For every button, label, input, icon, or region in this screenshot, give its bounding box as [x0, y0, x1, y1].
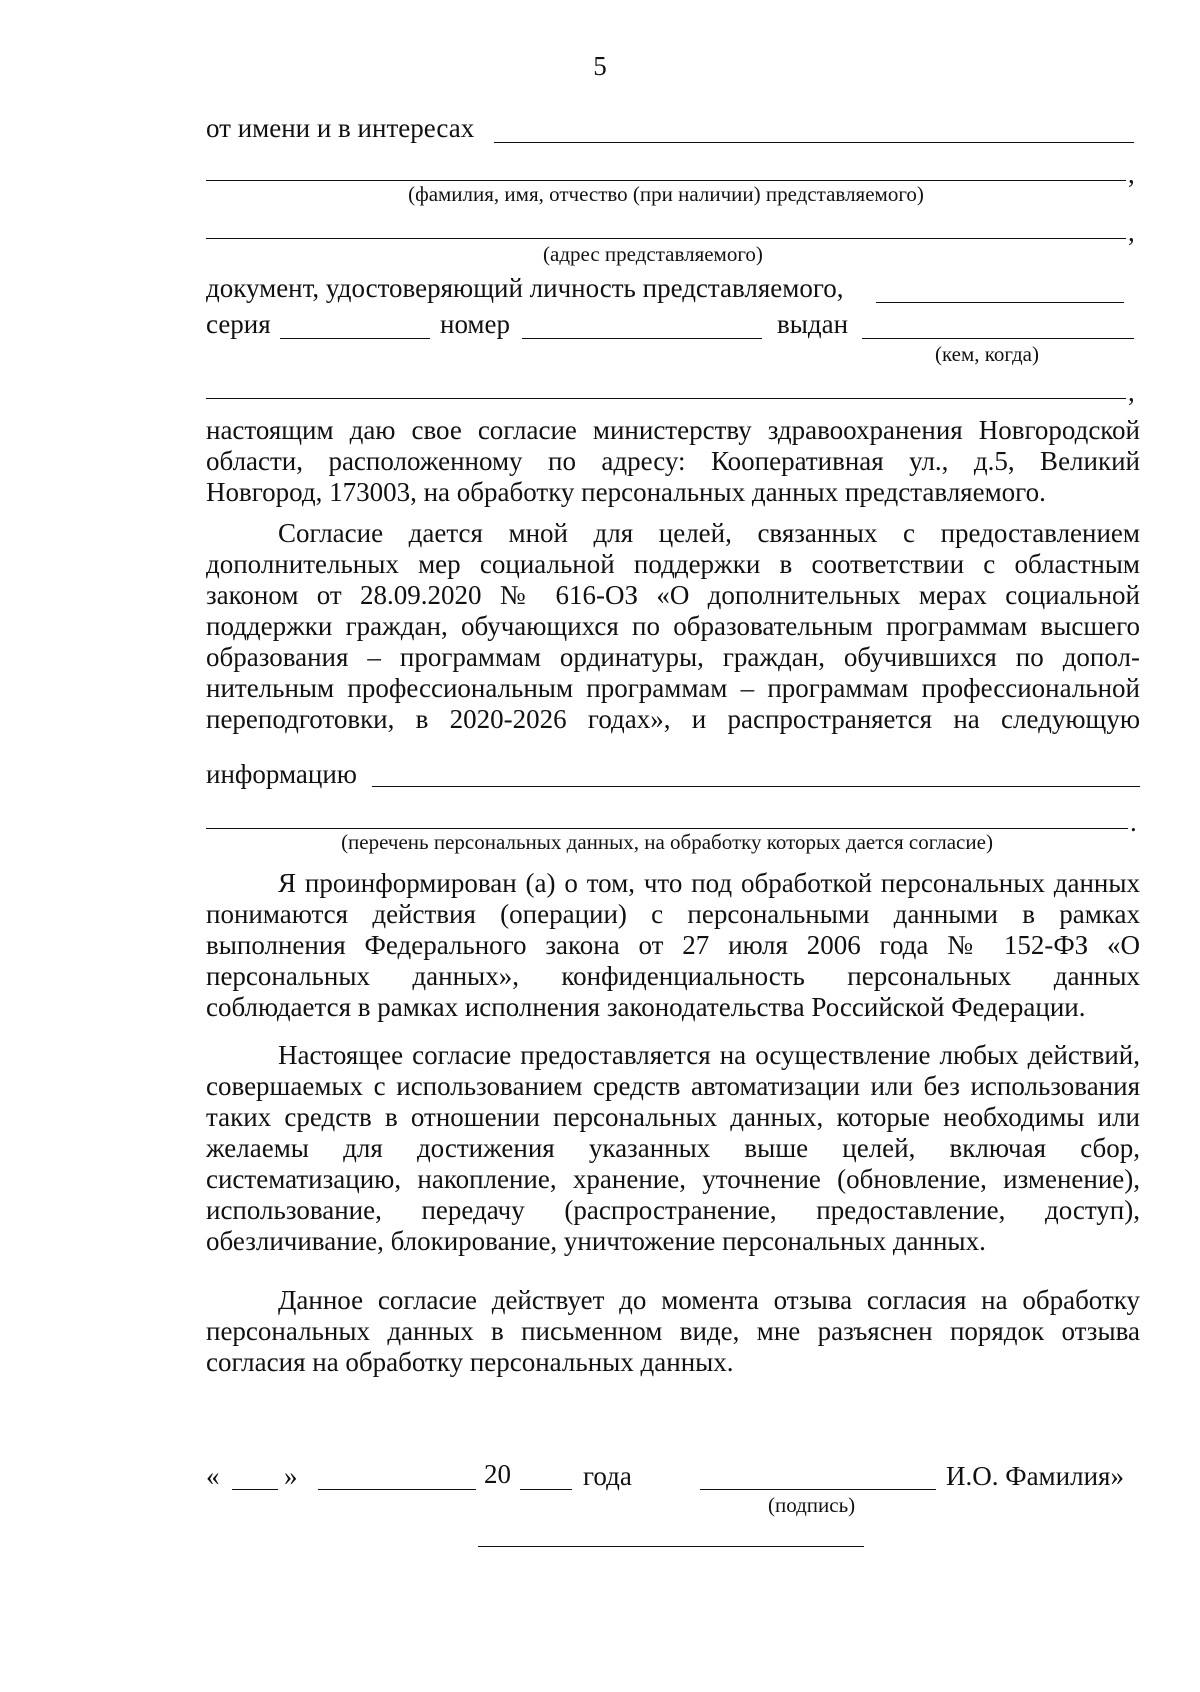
fio-comma: , — [1128, 159, 1135, 189]
date-open-quote: « — [206, 1461, 220, 1491]
year-blank-line — [520, 1489, 572, 1490]
informed-paragraph — [206, 868, 1140, 1023]
month-blank-line — [318, 1489, 476, 1490]
address-blank-line — [206, 238, 1126, 239]
validity-text: Данное согласие действует до момента отзыва согласия на обработку персональных данных в письменном виде, мне разъяснен порядок отзыва согласия на обработку персональных данных. — [206, 1285, 1140, 1377]
signatory-name: И.О. Фамилия» — [946, 1461, 1124, 1491]
issued-label: выдан — [777, 309, 849, 339]
day-blank-line — [232, 1489, 278, 1490]
address-comma: , — [1128, 217, 1135, 247]
validity-paragraph — [206, 1285, 1140, 1378]
information-caption: (перечень персональных данных, на обработку которых дается согласие) — [341, 830, 993, 854]
year-word: года — [583, 1461, 632, 1491]
fio-blank-line — [206, 180, 1126, 181]
consent-intro — [206, 415, 1140, 508]
signature-blank-line — [700, 1489, 936, 1490]
scope-text: Настоящее согласие предоставляется на осуществление любых действий, совершаемых с использованием средств автоматизации или без использования таких средств в отношении персональных данных, которые необходимы или желаемы для достижения указанных выше целей, включая сбор, систематизацию, накопление, хранение, уточнение (обновление, изменение), использование, передачу (распространение, предоставление, доступ), обезличивание, блокирование, уничтожение персональных данных. — [206, 1040, 1140, 1256]
information-blank-line — [372, 786, 1140, 787]
issued-continuation-line — [206, 398, 1126, 399]
purpose-text: Согласие дается мной для целей, связанных с предоставлением дополнительных мер социальной поддержки в соответствии с областным законом от 28.09.2020 № 616-ОЗ «О дополнительных мерах социальной поддержки граждан, обучающихся по образовательным программам высшего образования – программам ординатуры, граждан, обучившихся по допол-нительным профессиональным программам – программам профессиональной переподготовки, в 2020-2026 годах», и распространяется на следующую — [206, 518, 1140, 734]
page-number: 5 — [593, 51, 607, 81]
informed-text: Я проинформирован (а) о том, что под обработкой персональных данных понимаются действия (операции) с персональными данными в рамках выполнения Федерального закона от 27 июля 2006 года № 152-ФЗ «О персональных данных», конфиденциальность персональных данных соблюдается в рамках исполнения законодательства Российской Федерации. — [206, 868, 1140, 1022]
information-label: информацию — [206, 759, 357, 789]
information-continuation-line — [206, 828, 1128, 829]
scope-paragraph — [206, 1040, 1140, 1257]
series-label: серия — [206, 309, 271, 339]
information-period: . — [1130, 807, 1137, 837]
consent-intro-line: Новгород, 173003, на обработку персональных данных представляемого. — [206, 477, 1046, 507]
id-document-blank-line — [876, 302, 1124, 303]
purpose-paragraph — [206, 518, 1140, 735]
signature-caption: (подпись) — [768, 1493, 856, 1517]
address-caption: (адрес представляемого) — [543, 242, 763, 266]
century-label: 20 — [484, 1459, 511, 1489]
closing-separator-line — [478, 1546, 864, 1547]
series-blank-line — [280, 338, 430, 339]
fio-caption: (фамилия, имя, отчество (при наличии) представляемого) — [408, 182, 924, 206]
number-label: номер — [440, 309, 511, 339]
issued-blank-line — [862, 338, 1134, 339]
on-behalf-label: от имени и в интересах — [206, 113, 475, 143]
consent-intro-line: настоящим даю свое согласие министерству здравоохранения Новгородской — [206, 415, 1140, 445]
consent-intro-line: области, расположенному по адресу: Кооперативная ул., д.5, Великий — [206, 446, 1140, 476]
on-behalf-blank-line — [494, 142, 1134, 143]
number-blank-line — [522, 338, 762, 339]
date-close-quote: » — [284, 1461, 298, 1491]
id-document-label: документ, удостоверяющий личность представляемого, — [206, 273, 844, 303]
issued-comma: , — [1128, 377, 1135, 407]
issued-caption: (кем, когда) — [935, 342, 1039, 366]
